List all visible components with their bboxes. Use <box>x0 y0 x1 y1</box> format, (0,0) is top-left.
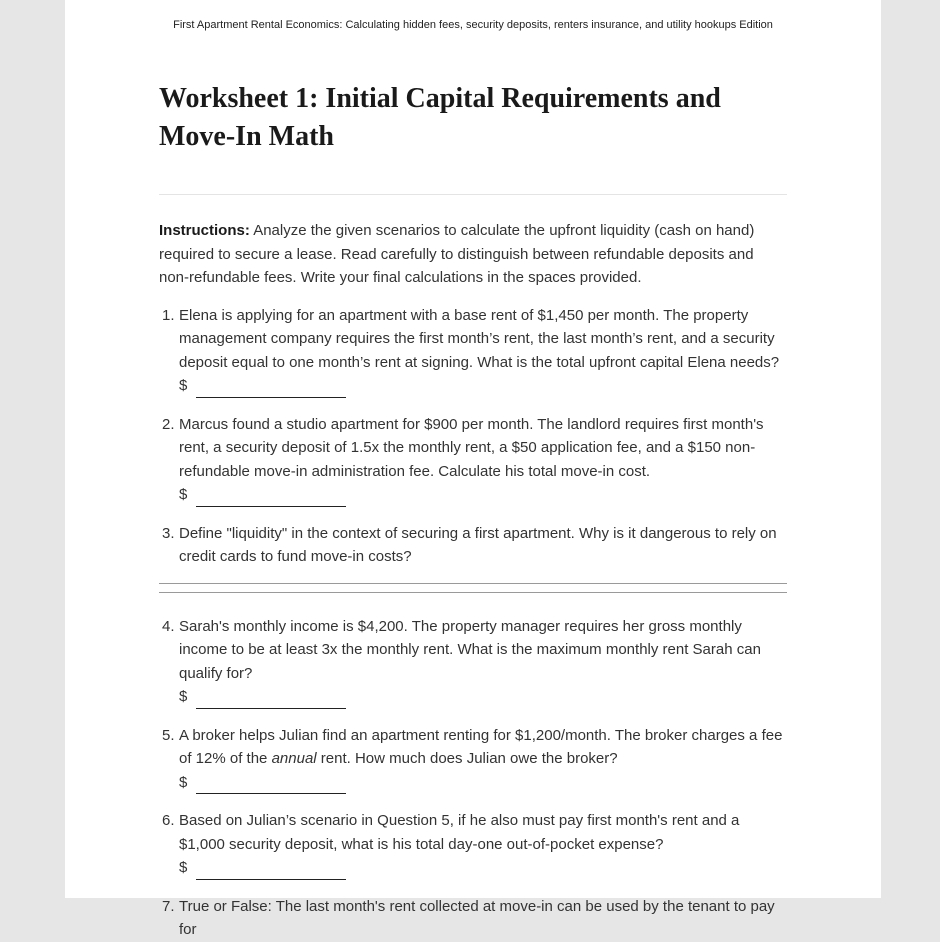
answer-row <box>179 771 787 795</box>
instructions-body: Analyze the given scenarios to calculate the upfront liquidity (cash on hand) required to secure a lease. Read carefully to distinguish between refundable deposits and non-refundable fees. Write your final calculations in the spaces provided. <box>159 222 755 286</box>
question-text <box>179 727 782 768</box>
answer-blank[interactable] <box>196 397 346 398</box>
question-text: Sarah's monthly income is $4,200. The property manager requires her gross monthly income to be at least 3x the monthly rent. What is the maximum monthly rent Sarah can qualify for? <box>179 617 761 682</box>
question-text: Based on Julian’s scenario in Question 5, if he also must pay first month's rent and a $1,000 security deposit, what is his total day-one out-of-pocket expense? <box>179 812 740 853</box>
question-text: Define "liquidity" in the context of securing a first apartment. Why is it dangerous to rely on credit cards to fund move-in costs? <box>179 524 777 565</box>
question-text-emphasis: annual <box>271 750 317 767</box>
question-7 <box>159 895 787 942</box>
question-3 <box>159 522 787 615</box>
currency-symbol: $ <box>179 688 188 705</box>
question-number: 7. <box>162 897 175 915</box>
question-text: Marcus found a studio apartment for $900 per month. The landlord requires first month's rent, a security deposit of 1.5x the monthly rent, a $50 application fee, and a $150 non-refundable move-in administration fee. Calculate his total move-in cost. <box>179 415 764 480</box>
worksheet-page <box>65 0 881 938</box>
question-number: 5. <box>162 726 175 744</box>
currency-symbol: $ <box>179 486 188 503</box>
question-number: 4. <box>162 617 175 635</box>
answer-row <box>179 856 787 880</box>
answer-row <box>179 374 787 398</box>
title-divider <box>159 194 787 195</box>
written-answer-area[interactable] <box>159 583 787 615</box>
answer-line <box>159 592 787 593</box>
instructions <box>159 219 787 290</box>
question-number: 1. <box>162 306 175 324</box>
answer-row <box>179 483 787 507</box>
currency-symbol: $ <box>179 859 188 876</box>
page-title: Worksheet 1: Initial Capital Requirements and Move-In Math <box>159 83 721 152</box>
question-text: True or False: The last month's rent collected at move-in can be used by the tenant to pay for <box>179 897 775 938</box>
question-1 <box>159 304 787 398</box>
question-text-end: rent. How much does Julian owe the broker? <box>316 750 618 767</box>
question-number: 2. <box>162 415 175 433</box>
answer-row <box>179 685 787 709</box>
answer-blank[interactable] <box>196 708 346 709</box>
question-text-start: A broker helps Julian find an apartment renting for $1,200/month. The broker charges a fee of 12% of the <box>179 726 783 767</box>
answer-blank[interactable] <box>196 879 346 880</box>
question-number: 6. <box>162 812 175 829</box>
running-header: First Apartment Rental Economics: Calculating hidden fees, security deposits, renters insurance, and utility hookups Edition <box>173 19 773 31</box>
question-4 <box>159 615 787 709</box>
instructions-lead: Instructions: <box>159 222 250 239</box>
answer-blank[interactable] <box>196 793 346 794</box>
currency-symbol: $ <box>179 773 188 791</box>
answer-blank[interactable] <box>196 506 346 507</box>
worksheet-content <box>159 80 787 942</box>
question-list <box>159 304 787 942</box>
question-2 <box>159 413 787 507</box>
question-text: Elena is applying for an apartment with a base rent of $1,450 per month. The property management company requires the first month’s rent, the last month’s rent, and a security deposit equal to one month’s rent at signing. What is the total upfront capital Elena needs? <box>179 306 780 371</box>
currency-symbol: $ <box>179 377 188 394</box>
answer-line <box>159 583 787 584</box>
question-number: 3. <box>162 524 175 542</box>
question-5 <box>159 724 787 795</box>
question-6 <box>159 809 787 880</box>
